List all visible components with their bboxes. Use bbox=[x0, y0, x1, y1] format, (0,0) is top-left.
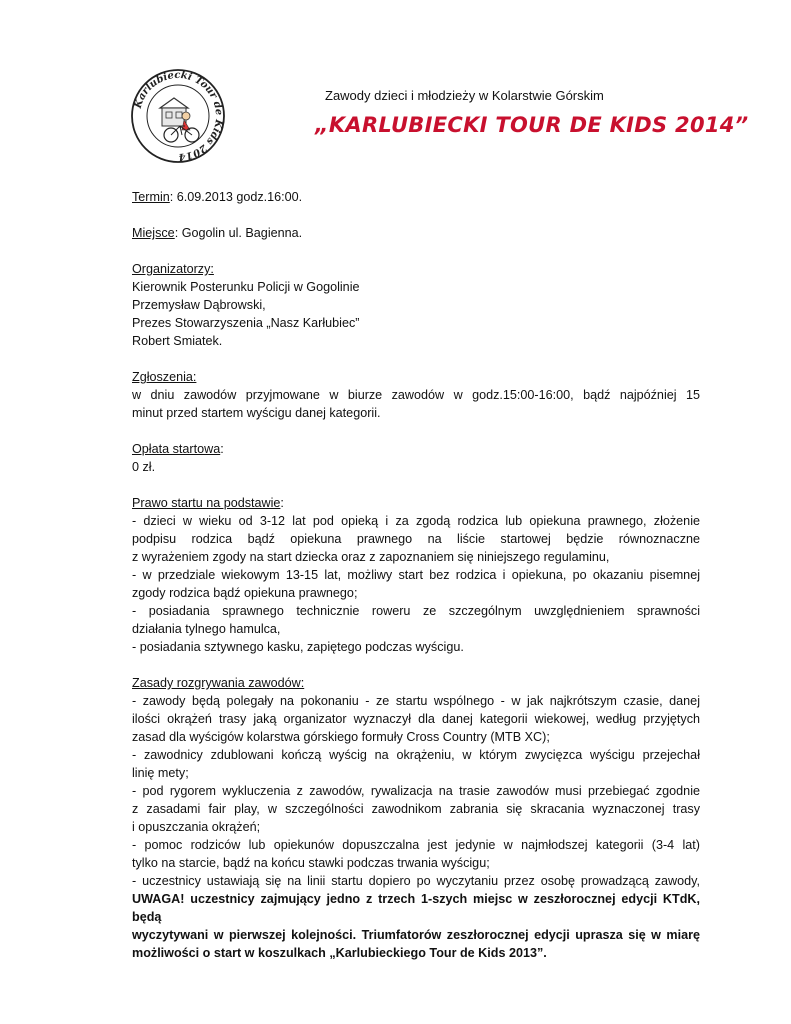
zasady-line: - pod rygorem wykluczenia z zawodów, rywalizacja na trasie zawodów musi przebiegać zgodnie bbox=[132, 784, 700, 798]
zasady-line: - uczestnicy ustawiają się na linii startu dopiero po wyczytaniu przez osobę prowadzącą zawody, bbox=[132, 874, 700, 888]
oplata-label: Opłata startowa bbox=[132, 442, 221, 456]
prawo-heading bbox=[132, 494, 700, 512]
zasady-line: z zasadami fair play, w szczególności zawodnikom zabrania się skracania wyznaczonej trasy bbox=[132, 802, 700, 816]
organizer-line: Przemysław Dąbrowski, bbox=[132, 298, 266, 312]
miejsce-line bbox=[132, 224, 700, 242]
prawo-line: - w przedziale wiekowym 13-15 lat, możliwy start bez rodzica i opiekuna, po okazaniu pisemnej bbox=[132, 568, 700, 582]
page-title: „KARLUBIECKI TOUR DE KIDS 2014” bbox=[315, 113, 749, 137]
miejsce-label: Miejsce bbox=[132, 226, 175, 240]
oplata-value: 0 zł. bbox=[132, 460, 156, 474]
prawo-line: podpisu rodzica bądź opiekuna prawnego na liście startowej będzie równoznaczne bbox=[132, 532, 700, 546]
header-subtitle: Zawody dzieci i młodzieży w Kolarstwie Górskim bbox=[325, 88, 604, 103]
zgloszenia-text: w dniu zawodów przyjmowane w biurze zawodów w godz.15:00-16:00, bądź najpóźniej 15 bbox=[132, 388, 700, 402]
miejsce-value: : Gogolin ul. Bagienna. bbox=[174, 226, 303, 240]
prawo-label: Prawo startu na podstawie bbox=[132, 496, 281, 510]
uwaga-line: UWAGA! uczestnicy zajmujący jedno z trzech 1-szych miejsc w zeszłorocznej edycji KTdK, będą bbox=[132, 892, 700, 924]
organizer-line: Prezes Stowarzyszenia „Nasz Karłubiec” bbox=[132, 316, 360, 330]
prawo-line: - dzieci w wieku od 3-12 lat pod opieką i za zgodą rodzica lub opiekuna prawnego, złożenie bbox=[132, 514, 700, 528]
zasady-line: linię mety; bbox=[132, 766, 189, 780]
document-body bbox=[132, 188, 700, 962]
logo-ring-text: Karlubiecki Tour de Kids 2014 bbox=[132, 69, 225, 163]
zasady-line: ilości okrążeń trasy jaką organizator wyznaczył dla danej kategorii wiekowej, według przyjętych bbox=[132, 712, 700, 726]
organizer-line: Robert Smiatek. bbox=[132, 334, 223, 348]
zasady-line: - zawodnicy zdublowani kończą wyścig na okrążeniu, w którym zwycięzca wyścigu przejechał bbox=[132, 748, 700, 762]
zgloszenia-text: minut przed startem wyścigu danej kategorii. bbox=[132, 406, 381, 420]
zasady-label: Zasady rozgrywania zawodów: bbox=[132, 676, 305, 690]
prawo-line: działania tylnego hamulca, bbox=[132, 622, 281, 636]
organizatorzy-label: Organizatorzy: bbox=[132, 262, 214, 276]
zasady-line: - zawody będą polegały na pokonaniu - ze startu wspólnego - w jak najkrótszym czasie, danej bbox=[132, 694, 700, 708]
termin-line bbox=[132, 188, 700, 206]
prawo-colon: : bbox=[280, 496, 284, 510]
prawo-line: z wyrażeniem zgody na start dziecka oraz z zapoznaniem się niniejszego regulaminu, bbox=[132, 550, 610, 564]
zasady-line: i opuszczania okrążeń; bbox=[132, 820, 261, 834]
zasady-line: zasad dla wyścigów kolarstwa górskiego formuły Cross Country (MTB XC); bbox=[132, 730, 550, 744]
prawo-line: - posiadania sprawnego technicznie roweru ze szczególnym uwzględnieniem sprawności bbox=[132, 604, 700, 618]
uwaga-line: wyczytywani w pierwszej kolejności. Triumfatorów zeszłorocznej edycji uprasza się w miarę bbox=[132, 928, 700, 942]
event-logo bbox=[130, 68, 226, 164]
zgloszenia-label: Zgłoszenia: bbox=[132, 370, 197, 384]
organizer-line: Kierownik Posterunku Policji w Gogolinie bbox=[132, 280, 360, 294]
zasady-line: - pomoc rodziców lub opiekunów dopuszczalna jest jedynie w najmłodszej kategorii (3-4 lat) bbox=[132, 838, 700, 852]
prawo-line: zgody rodzica bądź opiekuna prawnego; bbox=[132, 586, 358, 600]
termin-value: : 6.09.2013 godz.16:00. bbox=[169, 190, 303, 204]
prawo-line: - posiadania sztywnego kasku, zapiętego podczas wyścigu. bbox=[132, 640, 464, 654]
zasady-line: tylko na starcie, bądź na końcu stawki podczas trwania wyścigu; bbox=[132, 856, 490, 870]
uwaga-line: możliwości o start w koszulkach „Karlubieckiego Tour de Kids 2013”. bbox=[132, 946, 547, 960]
termin-label: Termin bbox=[132, 190, 170, 204]
oplata-colon: : bbox=[220, 442, 224, 456]
oplata-heading bbox=[132, 440, 700, 458]
